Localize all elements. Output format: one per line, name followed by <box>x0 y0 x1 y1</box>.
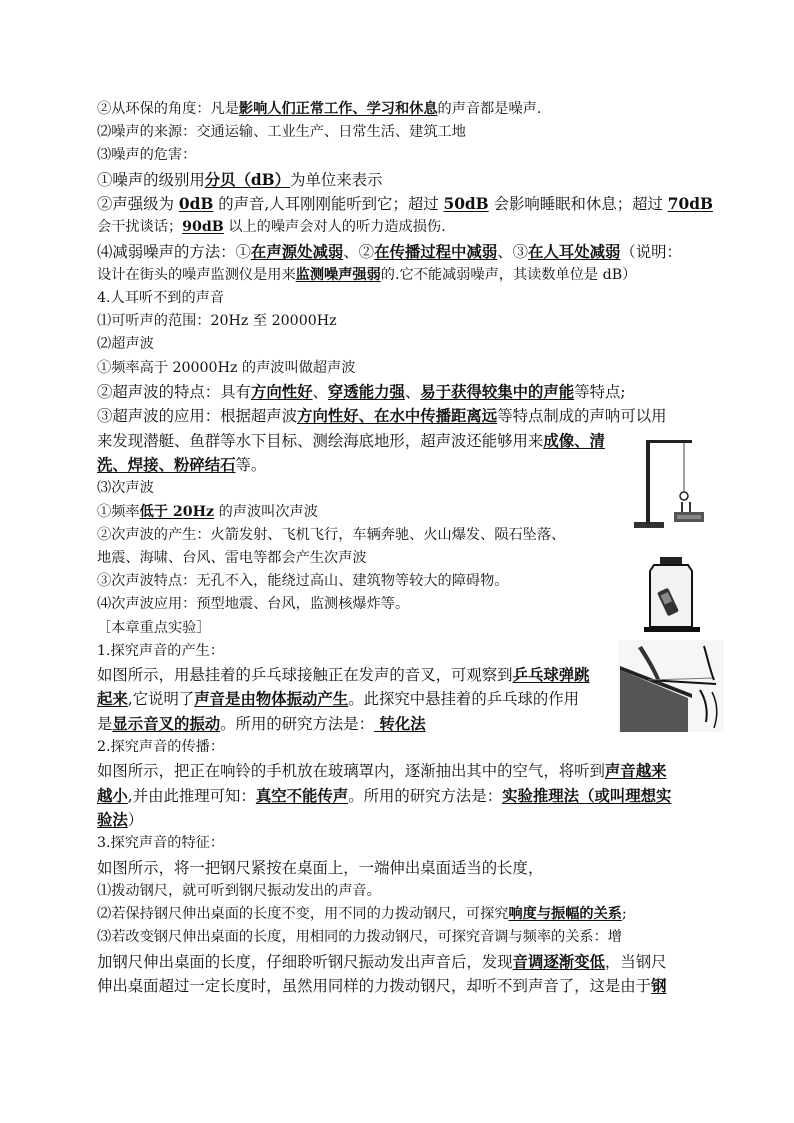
figure-tuning-fork-stand <box>632 432 712 530</box>
figure-bell-jar <box>640 555 704 633</box>
key-answer: 实验推理法（或叫理想实 <box>502 786 672 805</box>
tuning-fork-stand-illustration <box>632 432 712 530</box>
text-line: 加钢尺伸出桌面的长度，仔细聆听钢尺振动发出声音后，发现音调逐渐变低，当钢尺 <box>97 952 667 971</box>
key-answer: 在声源处减弱 <box>250 242 344 261</box>
text-line: ⑶噪声的危害： <box>97 147 197 164</box>
text-line: 是显示音叉的振动。所用的研究方法是： 转化法 <box>97 714 426 733</box>
key-answer: 响度与振幅的关系 <box>508 906 622 923</box>
section-heading: ［本章重点实验］ <box>97 619 211 636</box>
key-answer: 易于获得较集中的声能 <box>420 382 575 401</box>
key-answer: 0dB <box>178 194 214 213</box>
key-answer: 90dB <box>182 219 224 236</box>
key-answer: 穿透能力强 <box>327 382 405 401</box>
text-line: ①频率高于 20000Hz 的声波叫做超声波 <box>97 359 356 376</box>
key-answer: 乒乓球弹跳 <box>512 665 590 684</box>
key-answer: 钢 <box>651 976 667 995</box>
key-answer: 监测噪声强弱 <box>295 266 381 283</box>
text-line: ⑵若保持钢尺伸出桌面的长度不变，用不同的力拨动钢尺，可探究响度与振幅的关系; <box>97 906 627 923</box>
key-answer: 70dB <box>667 194 713 213</box>
text-line: 如图所示，将一把钢尺紧按在桌面上，一端伸出桌面适当的长度， <box>97 858 544 877</box>
text-line: 会干扰谈话；90dB 以上的噪声会对人的听力造成损伤. <box>97 219 446 236</box>
key-answer: 成像、清 <box>543 431 605 450</box>
figure-steel-ruler <box>618 640 724 732</box>
section-heading: 1.探究声音的产生： <box>97 642 225 659</box>
text-line: ⑴可听声的范围：20Hz 至 20000Hz <box>97 313 337 330</box>
key-answer: 真空不能传声 <box>255 786 349 805</box>
key-answer: 转化法 <box>374 714 426 733</box>
key-answer: 起来 <box>97 690 128 709</box>
text-line: 如图所示，用悬挂着的乒乓球接触正在发声的音叉，可观察到乒乓球弹跳 <box>97 665 590 684</box>
text-line: 越小,并由此推理可知：真空不能传声。所用的研究方法是：实验推理法（或叫理想实 <box>97 786 672 805</box>
text-line: ⑷次声波应用：预型地震、台风，监测核爆炸等。 <box>97 596 410 613</box>
key-answer: 显示音叉的振动 <box>112 714 221 733</box>
key-answer: 在传播过程中减弱 <box>374 242 498 261</box>
text-line: 验法） <box>97 811 144 830</box>
section-heading: 2.探究声音的传播： <box>97 739 225 756</box>
text-line: ③次声波特点：无孔不入，能绕过高山、建筑物等较大的障碍物。 <box>97 573 509 590</box>
key-answer: 声音是由物体振动产生 <box>194 690 349 709</box>
text-line: 来发现潜艇、鱼群等水下目标、测绘海底地形，超声波还能够用来成像、清 <box>97 431 605 450</box>
text-line: ②超声波的特点：具有方向性好、穿透能力强、易于获得较集中的声能等特点; <box>97 382 626 401</box>
text-line: 设计在街头的噪声监测仪是用来监测噪声强弱的.它不能减弱噪声，其读数单位是 dB） <box>97 266 637 283</box>
text-line: ①噪声的级别用分贝（dB）为单位来表示 <box>97 170 383 189</box>
bell-jar-illustration <box>640 555 704 633</box>
key-answer: 方向性好 <box>250 382 313 401</box>
section-heading: 3.探究声音的特征： <box>97 835 225 852</box>
text-line: ②从环保的角度：凡是影响人们正常工作、学习和休息的声音都是噪声. <box>97 101 542 117</box>
text-line: ⑵超声波 <box>97 336 154 353</box>
document-body <box>97 98 713 998</box>
text-line: 起来,它说明了声音是由物体振动产生。此探究中悬挂着的乒乓球的作用 <box>97 690 580 709</box>
key-answer: 验法 <box>97 811 128 830</box>
steel-ruler-illustration <box>618 640 724 732</box>
key-answer: 50dB <box>443 194 489 213</box>
text-line: 洗、焊接、粉碎结石等。 <box>97 456 267 475</box>
key-answer: 低于 20Hz <box>139 503 215 520</box>
text-line: ⑴拨动钢尺，就可听到钢尺振动发出的声音。 <box>97 883 381 900</box>
text-line: ②次声波的产生：火箭发射、飞机飞行，车辆奔驰、火山爆发、陨石坠落、 <box>97 526 566 543</box>
text-line: ②声强级为 0dB 的声音,人耳刚刚能听到它；超过 50dB 会影响睡眠和休息；超过 70dB <box>97 194 713 213</box>
text-line: ①频率低于 20Hz 的声波叫次声波 <box>97 503 318 520</box>
text-line: ⑶若改变钢尺伸出桌面的长度，用相同的力拨动钢尺，可探究音调与频率的关系：增 <box>97 929 622 946</box>
key-answer: 方向性好、在水中传播距离远 <box>297 407 498 426</box>
key-answer: 声音越来 <box>604 762 667 781</box>
text-line: 地震、海啸、台风、雷电等都会产生次声波 <box>97 549 367 566</box>
key-answer: 分贝（dB） <box>204 170 291 189</box>
text-line: ⑶次声波 <box>97 480 154 497</box>
key-answer: 越小 <box>97 786 128 805</box>
text-line: ③超声波的应用：根据超声波方向性好、在水中传播距离远等特点制成的声呐可以用 <box>97 407 667 426</box>
text-line: 如图所示，把正在响铃的手机放在玻璃罩内，逐渐抽出其中的空气，将听到声音越来 <box>97 762 667 781</box>
key-answer: 音调逐渐变低 <box>512 952 605 971</box>
text-line: 伸出桌面超过一定长度时，虽然用同样的力拨动钢尺，却听不到声音了，这是由于钢 <box>97 976 667 995</box>
text-line: ⑵噪声的来源：交通运输、工业生产、日常生活、建筑工地 <box>97 124 466 141</box>
text-line: ⑷减弱噪声的方法：①在声源处减弱、②在传播过程中减弱、③在人耳处减弱（说明： <box>97 242 682 261</box>
key-answer: 影响人们正常工作、学习和休息 <box>238 101 438 117</box>
key-answer: 洗、焊接、粉碎结石 <box>97 456 236 475</box>
key-answer: 在人耳处减弱 <box>528 242 621 261</box>
section-heading: 4.人耳听不到的声音 <box>97 290 225 307</box>
